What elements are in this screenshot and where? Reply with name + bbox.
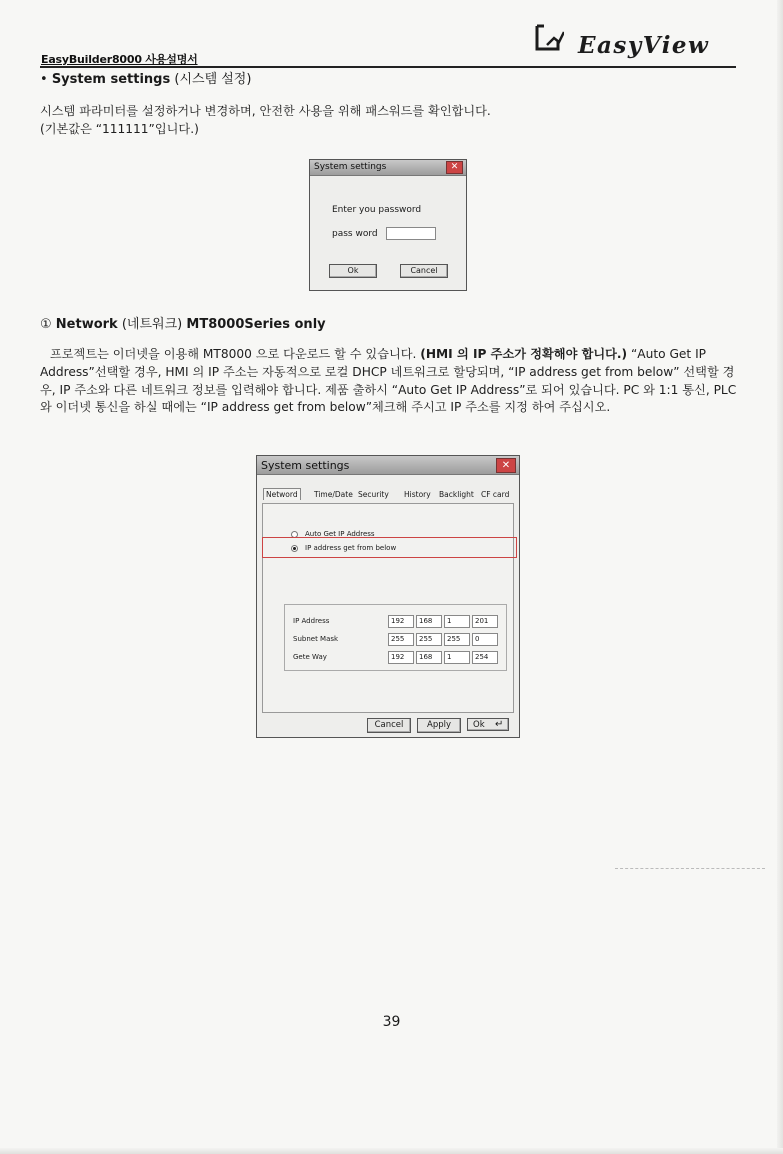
tab-backlight[interactable]: Backlight xyxy=(439,490,474,499)
dashed-line xyxy=(615,868,765,869)
password-label: pass word xyxy=(332,229,378,239)
dialog-title: System settings xyxy=(261,459,350,472)
easyview-logo xyxy=(534,20,724,64)
ok-button[interactable]: Ok xyxy=(467,718,509,731)
ip-fields-group xyxy=(284,604,507,671)
gateway-octet-1[interactable]: 192 xyxy=(388,651,414,664)
apply-button[interactable]: Apply xyxy=(417,718,461,733)
page-edge xyxy=(777,0,783,1154)
easyview-logo-icon xyxy=(534,22,564,52)
circled-number: ① xyxy=(40,317,52,332)
network-title-suffix: MT8000Series only xyxy=(186,317,326,332)
page-number: 39 xyxy=(382,1014,401,1030)
section-title-bold: System settings xyxy=(51,72,171,87)
ip-octet-1[interactable]: 192 xyxy=(388,615,414,628)
subnet-octet-3[interactable]: 255 xyxy=(444,633,470,646)
tab-security[interactable]: Security xyxy=(358,490,389,499)
network-title-paren: (네트워크) xyxy=(121,317,183,332)
dialog-titlebar xyxy=(257,456,519,475)
network-text-1: 프로젝트는 이더넷을 이용해 MT8000 으로 다운로드 할 수 있습니다. xyxy=(50,347,417,361)
network-settings-dialog xyxy=(256,455,520,738)
ip-address-label: IP Address xyxy=(293,617,330,625)
ip-octet-4[interactable]: 201 xyxy=(472,615,498,628)
network-panel xyxy=(262,503,514,713)
section-title xyxy=(40,68,251,87)
subnet-octet-1[interactable]: 255 xyxy=(388,633,414,646)
password-input[interactable] xyxy=(386,227,436,240)
ok-button[interactable]: Ok xyxy=(329,264,377,278)
description-line-2: (기본값은 “111111”입니다.) xyxy=(40,121,199,136)
cancel-button[interactable]: Cancel xyxy=(367,718,411,733)
network-description xyxy=(40,346,740,417)
gateway-octet-2[interactable]: 168 xyxy=(416,651,442,664)
highlight-box xyxy=(262,537,517,558)
tab-time-date[interactable]: Time/Date xyxy=(314,490,353,499)
document-title: EasyBuilder8000 사용설명서 xyxy=(41,53,198,66)
password-prompt: Enter you password xyxy=(332,205,422,215)
tab-network[interactable]: Netword xyxy=(263,488,301,500)
description-line-1: 시스템 파라미터를 설정하거나 변경하며, 안전한 사용을 위해 패스워드를 확인합니다. xyxy=(40,104,491,118)
radio-manual-label: IP address get from below xyxy=(305,544,397,552)
tab-cf-card[interactable]: CF card xyxy=(481,490,510,499)
network-title xyxy=(40,313,326,332)
network-text-bold: (HMI 의 IP 주소가 정확해야 합니다.) xyxy=(420,347,628,361)
ip-octet-3[interactable]: 1 xyxy=(444,615,470,628)
password-dialog xyxy=(309,159,467,291)
gateway-octet-3[interactable]: 1 xyxy=(444,651,470,664)
bullet: • xyxy=(40,72,48,87)
close-icon[interactable]: ✕ xyxy=(496,458,516,473)
gateway-label: Gete Way xyxy=(293,653,327,661)
logo-text: EasyView xyxy=(578,32,710,59)
tab-history[interactable]: History xyxy=(404,490,431,499)
network-text-2: “Auto Get IP Address”선택할 경우, HMI 의 IP 주소는 자동적으로 로컬 DHCP 네트워크로 할당되며, “IP address get from below” 선택할 경우, IP 주소와 다른 네트워크 정보를 입력해야 합니다. 제품 출하시 “Auto Get IP Address”로 되어 있습니다. PC 와 1:1 통신, PLC 와 이더넷 통신을 하실 때에는 “IP address get from below”체크해 주시고 IP 주소를 지정 하여 주십시오. xyxy=(40,347,737,415)
section-title-paren: (시스템 설정) xyxy=(174,72,252,87)
system-settings-description xyxy=(40,103,740,139)
subnet-octet-2[interactable]: 255 xyxy=(416,633,442,646)
enter-arrow-icon: ↵ xyxy=(495,719,504,730)
close-icon[interactable]: ✕ xyxy=(446,161,463,174)
dialog-titlebar xyxy=(310,160,466,176)
ip-octet-2[interactable]: 168 xyxy=(416,615,442,628)
gateway-octet-4[interactable]: 254 xyxy=(472,651,498,664)
cancel-button[interactable]: Cancel xyxy=(400,264,448,278)
subnet-mask-label: Subnet Mask xyxy=(293,635,339,643)
page-bottom-edge xyxy=(0,1148,783,1154)
network-title-bold: Network xyxy=(55,317,118,332)
radio-auto-label: Auto Get IP Address xyxy=(305,530,375,538)
dialog-title: System settings xyxy=(314,162,387,172)
subnet-octet-4[interactable]: 0 xyxy=(472,633,498,646)
